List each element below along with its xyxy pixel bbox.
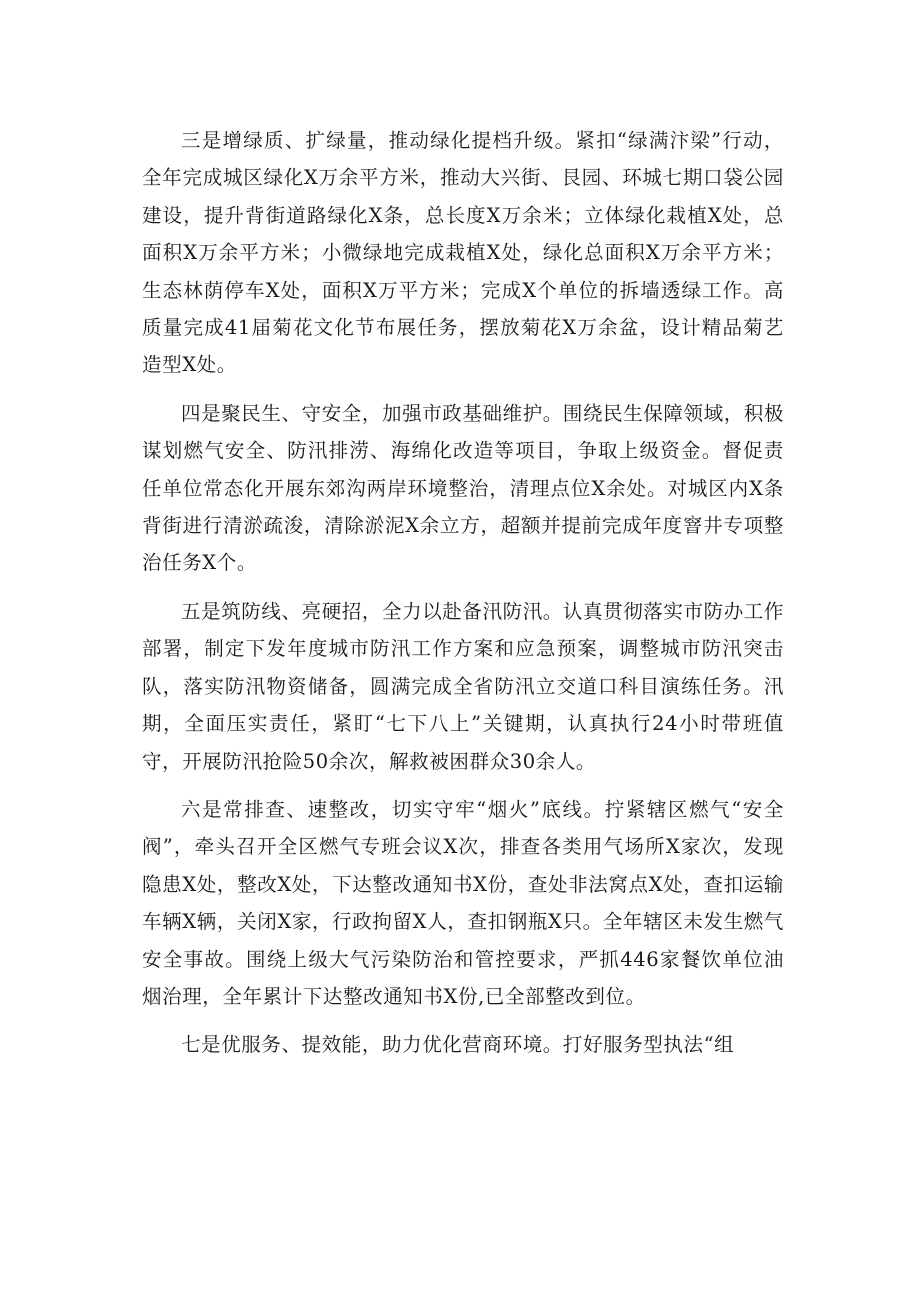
paragraph-flood-prevention: 五是筑防线、亮硬招，全力以赴备汛防汛。认真贯彻落实市防办工作部署，制定下发年度城市防汛工作方案和应急预案，调整城市防汛突击队，落实防汛物资储备，圆满完成全省防汛立交道口科目演练任务。汛期，全面压实责任，紧盯“七下八上”关键期，认真执行24小时带班值守，开展防汛抢险50余次，解救被困群众30余人。 bbox=[142, 599, 785, 773]
paragraph-greening: 三是增绿质、扩绿量，推动绿化提档升级。紧扣“绿满汴梁”行动，全年完成城区绿化X万余平方米，推动大兴街、艮园、环城七期口袋公园建设，提升背街道路绿化X条，总长度X万余米；立体绿化栽植X处，总面积X万余平方米；小微绿地完成栽植X处，绿化总面积X万余平方米；生态林荫停车X处，面积X万平方米；完成X个单位的拆墙透绿工作。高质量完成41届菊花文化节布展任务，摆放菊花X万余盆，设计精品菊艺造型X处。 bbox=[142, 129, 784, 377]
paragraph-gas-safety: 六是常排查、速整改，切实守牢“烟火”底线。拧紧辖区燃气“安全阀”，牵头召开全区燃气专班会议X次，排查各类用气场所X家次，发现隐患X处，整改X处，下达整改通知书X份，查处非法窝点X处，查扣运输车辆X辆，关闭X家，行政拘留X人，查扣钢瓶X只。全年辖区未发生燃气安全事故。围绕上级大气污染防治和管控要求，严抓446家餐饮单位油烟治理，全年累计下达整改通知书X份,已全部整改到位。 bbox=[142, 797, 784, 1008]
paragraph-business-environment: 七是优服务、提效能，助力优化营商环境。打好服务型执法“组 bbox=[181, 1033, 735, 1057]
paragraph-municipal-maintenance: 四是聚民生、守安全，加强市政基础维护。围绕民生保障领域，积极谋划燃气安全、防汛排涝、海绵化改造等项目，争取上级资金。督促责任单位常态化开展东郊沟两岸环境整治，清理点位X余处。对城区内X条背街进行清淤疏浚，清除淤泥X余立方，超额并提前完成年度窨井专项整治任务X个。 bbox=[142, 401, 785, 575]
document-body bbox=[142, 122, 784, 1075]
